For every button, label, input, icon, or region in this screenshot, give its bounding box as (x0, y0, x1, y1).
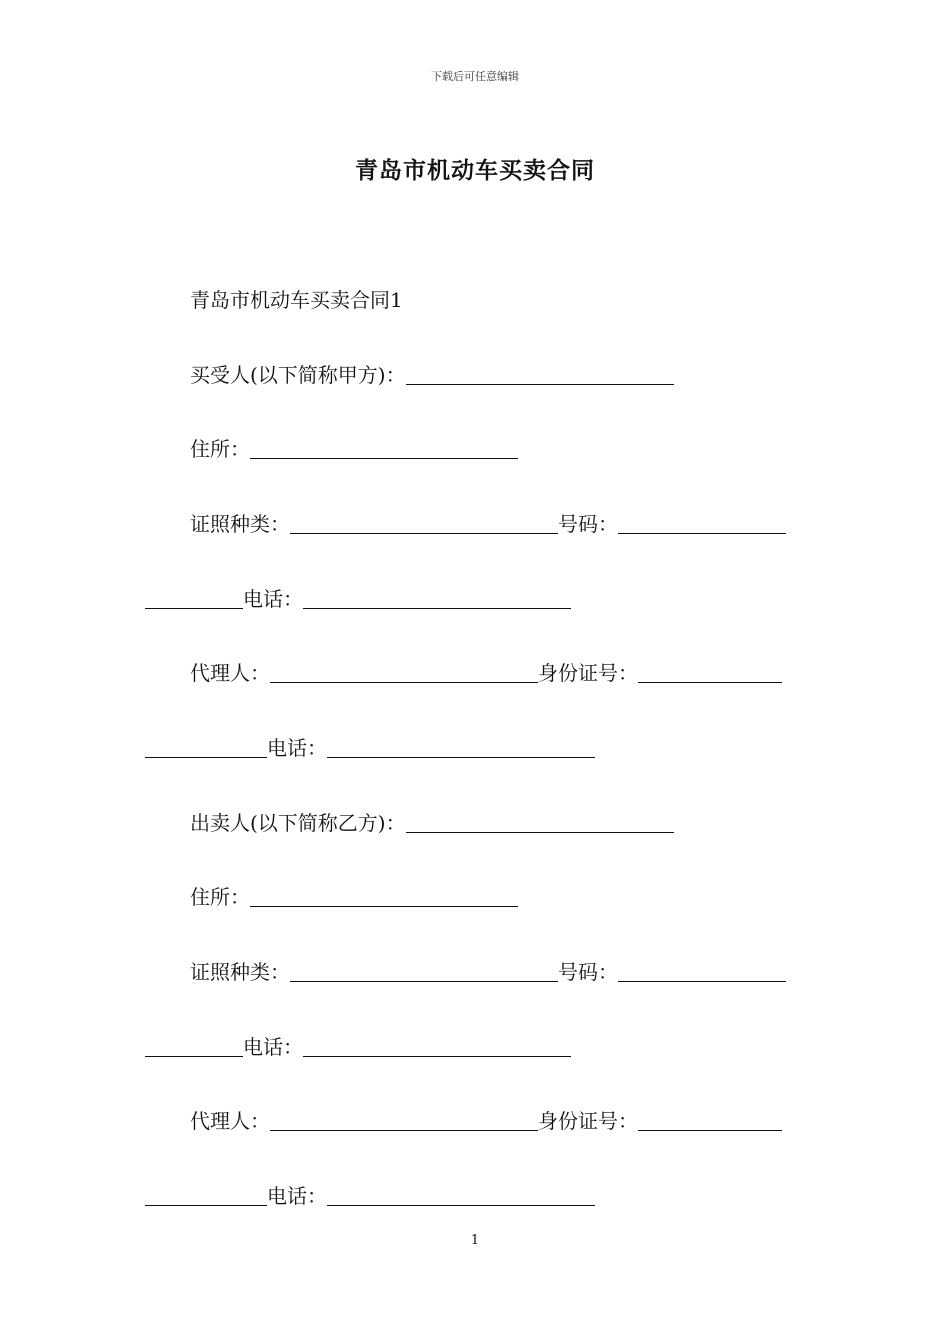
seller-number-continued-blank (145, 1034, 243, 1057)
seller-phone-line (145, 1032, 571, 1062)
buyer-agent-label: 代理人： (190, 661, 270, 685)
seller-agent-id-continued-blank (145, 1183, 267, 1206)
seller-party-label: 出卖人(以下简称乙方)： (190, 811, 406, 835)
buyer-agent-id-continued-blank (145, 735, 267, 758)
buyer-agent-blank (270, 660, 538, 683)
page-number: 1 (470, 1233, 480, 1248)
seller-number-blank (618, 959, 786, 982)
subtitle-text: 青岛市机动车买卖合同1 (190, 288, 403, 312)
buyer-agent-phone-blank (327, 735, 595, 758)
buyer-number-continued-blank (145, 586, 243, 609)
buyer-id-line (190, 509, 786, 539)
seller-id-line (190, 957, 786, 987)
buyer-address-label: 住所： (190, 437, 250, 461)
document-title: 青岛市机动车买卖合同 (355, 157, 595, 184)
buyer-agent-phone-label: 电话： (267, 736, 327, 760)
buyer-party-label: 买受人(以下简称甲方)： (190, 363, 406, 387)
seller-agent-phone-label: 电话： (267, 1184, 327, 1208)
seller-address-blank (250, 884, 518, 907)
buyer-agent-id-label: 身份证号： (538, 661, 638, 685)
buyer-party-line (190, 360, 674, 390)
seller-agent-phone-line (145, 1181, 595, 1211)
buyer-id-type-label: 证照种类： (190, 512, 290, 536)
header-note: 下载后可任意编辑 (431, 70, 519, 83)
seller-agent-blank (270, 1108, 538, 1131)
seller-agent-phone-blank (327, 1183, 595, 1206)
seller-id-type-label: 证照种类： (190, 960, 290, 984)
seller-address-label: 住所： (190, 885, 250, 909)
seller-agent-id-label: 身份证号： (538, 1109, 638, 1133)
seller-agent-id-blank (638, 1108, 782, 1131)
seller-name-blank (406, 810, 674, 833)
buyer-phone-blank (303, 586, 571, 609)
seller-phone-label: 电话： (243, 1035, 303, 1059)
buyer-agent-line (190, 658, 782, 688)
seller-id-type-blank (290, 959, 558, 982)
buyer-phone-label: 电话： (243, 587, 303, 611)
buyer-agent-id-blank (638, 660, 782, 683)
document-subtitle (190, 285, 403, 315)
buyer-number-label: 号码： (558, 512, 618, 536)
seller-agent-line (190, 1106, 782, 1136)
seller-number-label: 号码： (558, 960, 618, 984)
buyer-name-blank (406, 362, 674, 385)
buyer-id-type-blank (290, 511, 558, 534)
buyer-address-blank (250, 436, 518, 459)
buyer-number-blank (618, 511, 786, 534)
seller-party-line (190, 808, 674, 838)
buyer-agent-phone-line (145, 733, 595, 763)
seller-phone-blank (303, 1034, 571, 1057)
buyer-phone-line (145, 584, 571, 614)
buyer-address-line (190, 434, 518, 464)
seller-agent-label: 代理人： (190, 1109, 270, 1133)
seller-address-line (190, 882, 518, 912)
